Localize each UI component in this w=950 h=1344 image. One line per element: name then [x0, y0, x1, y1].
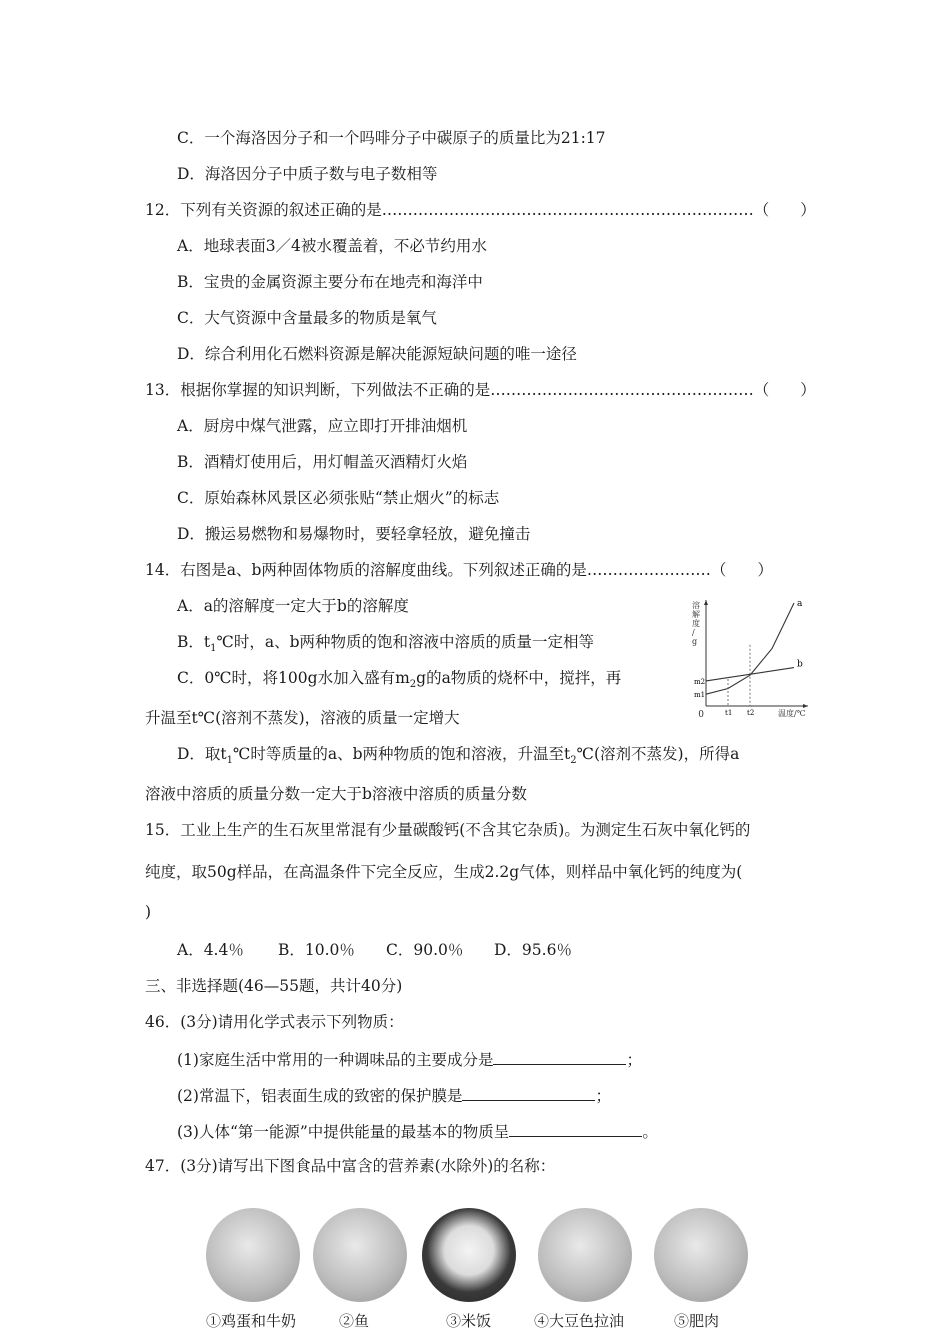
y-axis-label-char: 解 — [692, 610, 700, 619]
y-tick-label-1: m1 — [694, 691, 706, 700]
section-heading: 三、非选择题(46—55题，共计40分) — [145, 977, 403, 995]
y-axis-label-char: 溶 — [692, 601, 700, 610]
q14-option-c-cont: 升温至t℃(溶剂不蒸发)，溶液的质量一定增大 — [145, 709, 460, 727]
rice-image — [422, 1208, 516, 1302]
x-tick-label-1: t1 — [725, 709, 733, 717]
food-caption-1: ①鸡蛋和牛奶 — [206, 1312, 297, 1330]
q15-line2: 纯度，取50g样品，在高温条件下完全反应，生成2.2g气体，则样品中氧化钙的纯度为( — [145, 863, 743, 881]
answer-blank-2[interactable] — [462, 1084, 595, 1101]
q46-part3: (3)人体“第一能源”中提供能量的最基本的物质呈 。 — [177, 1120, 658, 1142]
y-axis-label-char: / — [692, 628, 695, 637]
q12-option-d: D．综合利用化石燃料资源是解决能源短缺问题的唯一途径 — [177, 345, 577, 363]
q15-option-c: C．90.0％ — [386, 941, 464, 959]
q14-option-d-cont: 溶液中溶质的质量分数一定大于b溶液中溶质的质量分数 — [145, 785, 527, 803]
series-label-a: a — [797, 599, 803, 609]
q13-option-b: B．酒精灯使用后，用灯帽盖灭酒精灯火焰 — [177, 453, 468, 471]
y-axis-label-char: 度 — [692, 619, 700, 628]
y-axis-label-char: g — [692, 637, 698, 646]
q13-option-c: C．原始森林风景区必须张贴“禁止烟火”的标志 — [177, 489, 500, 507]
q14-option-d: D．取$t_1℃$时等质量的a、b两种物质的饱和溶液，升温至$t_2℃$(溶剂不蒸发)，所得a — [177, 745, 740, 767]
q14-option-a: A．a的溶解度一定大于b的溶解度 — [177, 597, 409, 615]
q14-option-b: B．$t_1℃$时，a、b两种物质的饱和溶液中溶质的质量一定相等 — [177, 633, 595, 655]
soybean-oil-image — [538, 1208, 632, 1302]
series-line-a — [706, 603, 794, 694]
q11-option-c: C．一个海洛因分子和一个吗啡分子中碳原子的质量比为21:17 — [177, 129, 606, 147]
x-axis-label: 温度/℃ — [778, 709, 806, 718]
y-tick-label-2: m2 — [694, 677, 706, 686]
food-caption-3: ③米饭 — [446, 1312, 492, 1330]
x-axis-arrow — [803, 704, 808, 708]
fatty-meat-image — [654, 1208, 748, 1302]
q15-line1: 15．工业上生产的生石灰里常混有少量碳酸钙(不含其它杂质)。为测定生石灰中氧化钙的 — [145, 821, 751, 839]
q14-stem: 14．右图是a、b两种固体物质的溶解度曲线。下列叙述正确的是……………………（ ） — [145, 561, 773, 579]
q12-option-a: A．地球表面3／4被水覆盖着，不必节约用水 — [177, 237, 487, 255]
y-axis-arrow — [704, 600, 708, 605]
answer-blank-3[interactable] — [509, 1120, 642, 1137]
answer-blank-1[interactable] — [493, 1048, 626, 1065]
q13-option-d: D．搬运易燃物和易爆物时，要轻拿轻放，避免撞击 — [177, 525, 531, 543]
q12-stem: 12．下列有关资源的叙述正确的是………………………………………………………………（ ） — [145, 201, 816, 219]
food-caption-5: ⑤肥肉 — [674, 1312, 720, 1330]
q46-part2: (2)常温下，铝表面生成的致密的保护膜是 ； — [177, 1084, 611, 1106]
x-tick-label-2: t2 — [747, 709, 755, 717]
q12-option-c: C．大气资源中含量最多的物质是氧气 — [177, 309, 437, 327]
q15-option-a: A．4.4％ — [177, 941, 244, 959]
q14-option-c: C．0℃时，将100g水加入盛有$m_2g$的a物质的烧杯中，搅拌，再 — [177, 669, 622, 691]
solubility-chart — [688, 596, 813, 718]
series-label-b: b — [797, 659, 803, 670]
q47-stem: 47．(3分)请写出下图食品中富含的营养素(水除外)的名称： — [145, 1157, 556, 1175]
q15-option-b: B．10.0％ — [278, 941, 355, 959]
food-caption-2: ②鱼 — [339, 1312, 370, 1330]
q46-stem: 46．(3分)请用化学式表示下列物质： — [145, 1013, 404, 1031]
food-caption-4: ④大豆色拉油 — [534, 1312, 625, 1330]
q15-option-d: D．95.6％ — [494, 941, 572, 959]
origin-label: 0 — [698, 710, 704, 718]
q15-line3: ) — [145, 903, 152, 921]
eggs-milk-image — [206, 1208, 300, 1302]
q12-option-b: B．宝贵的金属资源主要分布在地壳和海洋中 — [177, 273, 483, 291]
fish-image — [313, 1208, 407, 1302]
q11-option-d: D．海洛因分子中质子数与电子数相等 — [177, 165, 438, 183]
q13-stem: 13．根据你掌握的知识判断，下列做法不正确的是……………………………………………（ ） — [145, 381, 816, 399]
q46-part1: (1)家庭生活中常用的一种调味品的主要成分是 ； — [177, 1048, 642, 1070]
y-axis-label — [692, 600, 700, 646]
q13-option-a: A．厨房中煤气泄露，应立即打开排油烟机 — [177, 417, 468, 435]
